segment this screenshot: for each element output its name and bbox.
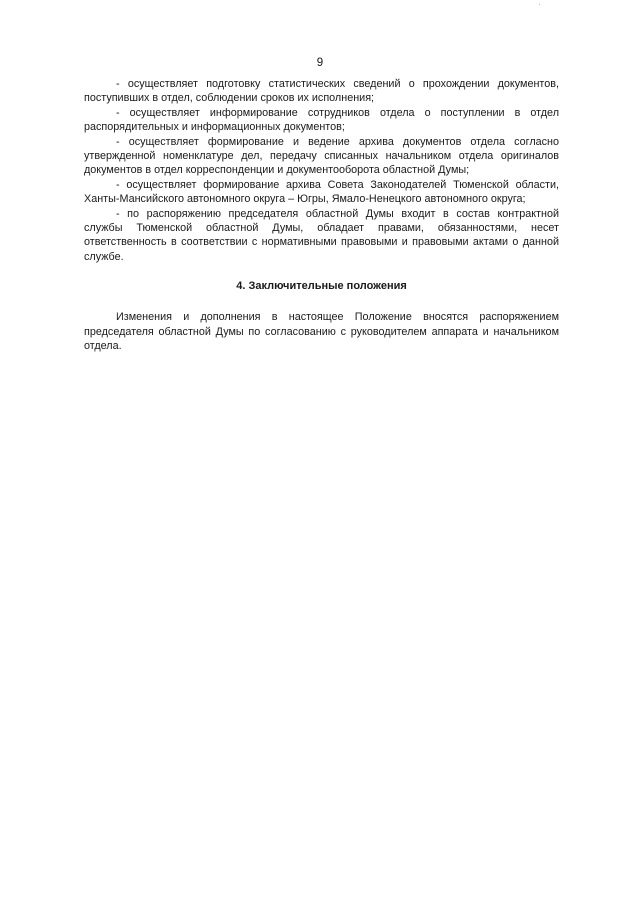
page-number: 9 bbox=[316, 57, 324, 69]
paragraph-contract-service: - по распоряжению председателя областной Думы входит в состав контрактной службы Тюменской областной Думы, обладает правами, обязанностями, несет ответственность в соответствии с нормативными правовыми и правовыми актами о данной службе. bbox=[84, 207, 559, 263]
section-heading: 4. Заключительные положения bbox=[236, 280, 407, 293]
scan-speck bbox=[539, 4, 540, 5]
paragraph-informing: - осуществляет информирование сотрудников отдела о поступлении в отдел распорядительных и информационных документов; bbox=[84, 106, 559, 134]
paragraph-statistics: - осуществляет подготовку статистических сведений о прохождении документов, поступивших в отдел, соблюдении сроков их исполнения; bbox=[84, 78, 559, 105]
document-body bbox=[84, 77, 559, 354]
paragraph-final-provisions: Изменения и дополнения в настоящее Положение вносятся распоряжением председателя областной Думы по согласованию с руководителем аппарата и начальником отдела. bbox=[84, 311, 559, 353]
paragraph-council-archive: - осуществляет формирование архива Совета Законодателей Тюменской области, Ханты-Мансийского автономного округа – Югры, Ямало-Ненецкого автономного округа; bbox=[84, 178, 559, 206]
paragraph-archive: - осуществляет формирование и ведение архива документов отдела согласно утвержденной номенклатуре дел, передачу списанных начальником отдела оригиналов документов в отдел корреспонденции и документооборота областной Думы; bbox=[84, 135, 559, 177]
